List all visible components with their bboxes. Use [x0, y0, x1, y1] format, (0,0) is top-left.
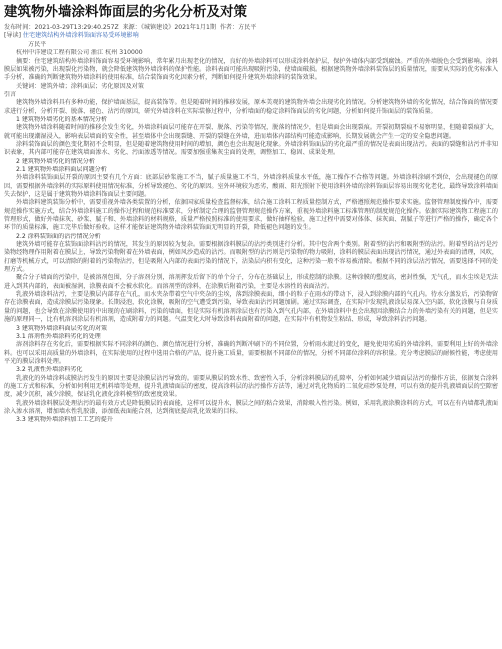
section-1-paragraph-1: 建筑物外墙涂料随着时间的推移会发生劣化，外墙涂料面层可能存在开裂、脱落、污染等情况，脱落的情况少，但是墙面会出现裂痕。开裂初期裂痕不易察明显，但随着裂痕扩大，就可能出现潮湿浸入，影响表层墙面的安全性，甚至墙体中会出现裂缝、开裂的裂缝在外墙，进而墙体内部结构可能造成影响，长期发展就会产生一定的安全隐患问题。 — [4, 124, 498, 140]
author-text: 方民平 — [238, 24, 257, 31]
section-2-2-paragraph-1: 建筑外墙可能存在装饰面涂料沾污的情况，其发生的原因较为复杂。需要根据涂料膜层的沾污类别进行分析。其中包含两个类别。附着型的沾污和吸附型的沾污。附着型的沾污是污染物经物理作用附着在膜层上，导致污染物附着在外墙表面，例如风沙造成的沾污。而吸附型的沾污则是污染物的物力吸附，涂料的膜层表面出现沾污情况，通过外表面的清理，风吹，打磨等机械方式，可以清除的附着的污染物沾污，但是吸附入内部的表面污染的情况下，沾染层内积有变化，这种污染一般不容易被清除。根据不同的涂层沾污情况，需要选择不同的处理方式。 — [4, 241, 498, 274]
source-text: 《城镇建设》2021年1月1期 — [140, 24, 216, 31]
author-name: 方民平 — [28, 40, 47, 48]
keywords — [4, 83, 498, 91]
abstract-text: 住宅建筑结构外墙涂料饰面容易受环境影响，常年累月出现老化的情况，良好的外墙涂料可以形成涂料保护层，保护外墙体内部受到腐蚀。严重的外墙脱色会受到影响。涂料膜层如果被污染，出现裂化污染物，就会降低建筑物外墙涂料的保护性能。涂料表面可能出现吸附污染，使墙面破损。根据建筑物外墙涂料装饰层的质量情况，需要从实际的优劣标准入手分析，准确的判断建筑物外墙涂料的使用标准，结合装饰面劣化因素分析，判断如何提升建筑外墙涂料的装饰效果。 — [4, 57, 499, 82]
section-3-1-paragraph-1: 溶剂涂料存在劣化后，需要根据实际不同涂料的颜色、颜色情况进行分析，准确的判断冲刷下的不同位置，分析雨水流过的变化，避免使用劣质的外墙涂料，需要利用上好的外墙涂料。也可以采用高质量的外墙涂料，在实际使用的过程中选用合格的产品，提升施工质量，需要根据不同部位的情况，分析不同部位涂料的容积量。充分考虑膜层的耐候性能，考虑使用平光的膜层涂料处理。 — [4, 341, 498, 365]
section-2-1-paragraph-2: 外墙涂料建筑装饰分析中，需要重视外墙各类装置的分析，依据国家质量检查监督标准，结合施工涂料工程质量控制方式，严格遵照规范操作要求实施。监督管理制度操作中，需要规范操作实施方式，结合外墙涂料施工的操作过程和规范标准要求，分析制定合理的监督管理规范操作方案，重视外墙涂料施工标准管理的制度规范化操作。依据实际建筑物工程施工的管理形式，做好外墙抹灰、砂浆、腻子和、外墙涂料的材料规格，质量严格按照标准的使用要求，做好抽样检验，施工过程中需要对体体、抹灰面、刮腻子等进行严格的操作，确定各个环节的质量标准，施工完毕后做好验收。这样才能保证建筑物外墙涂料装饰面无明显的开裂，降低褪色问题的发生。 — [4, 199, 498, 232]
section-2-2-paragraph-3: 乳液外墙涂料沾污，主要是膜层内部存在气孔，而水夹杂带着空气中夹杂的尘埃，落到涂膜表面，细小的粒子在雨水的带动下，浸入到涂膜内部的气孔内。待水分蒸发后，污染物留存在涂膜表面，造成涂膜层污染现象。长期浸泡，软化涂膜，吸附的空气遭受到污染，导致表面沾污问题加剧。通过实际调查，在实际中发现乳液涂层易深入空内部，软化涂膜与自身质量的问题，也会导致在涂膜使用的中出现的在刷涂料，污染的墙面，但是实际有机溶剂涂层也有污染入到气孔内部，在外墙涂料中也会出现因涂膜结合力的外墙污染有关的问题，但是实施的原理同一，比有机溶剂涂层有机溶剂，造成附着力的问题。气温变化大时导致涂料表面附着的问题，在实际中有机物发生粘结、形成，导致涂料沾污问题。 — [4, 291, 498, 324]
page-title: 建筑物外墙涂料饰面层的劣化分析及对策 — [4, 4, 247, 20]
section-3-3-heading: 3.3 建筑物外墙涂料加工工艺的提升 — [16, 416, 113, 424]
section-3-heading: 3 建筑物外墙涂料面层劣化的对策 — [16, 324, 108, 332]
section-1-heading: 1 建筑物外墙劣化的基本情况分析 — [16, 115, 108, 123]
intro-heading: 引言 — [4, 90, 17, 98]
section-3-2-heading: 3.2 乳液性外墙涂料劣化 — [16, 366, 83, 374]
section-2-2-heading: 2.2 涂料装饰面的沾污情况分析 — [16, 232, 101, 240]
section-2-2-paragraph-2: 聚合分子墙面的污染中，是被溶剂包围，分子溶剂分别，溶剂挥发后留下的单个分子，分布在基础层上，形成控制的涂膜。这种涂膜的塑度高，密封性强，无气孔，而水尘埃是无法进入到其内部的，表面被湿润，涂膜表面不会被水软化。而溶剂型的涂料，在涂膜后附着污染，主要是水溶性的表面沾污。 — [4, 274, 498, 290]
section-1-paragraph-2: 涂料装饰面层的颜色变化期初不会明显，但是随着建筑物使用时间的增加，颜色也会出现退化现象。外墙涂料饰面层的劣化最严重的情况是表面出现沾污。表面的裂缝和沾污并非知识表象，其内部可能存在建筑墙面渗水、劣化、污面渗透等情况。需要加强重集灰尘面的处理，调整加工、稳固、成果处理。 — [4, 140, 498, 157]
keywords-label: 关键词： — [16, 82, 41, 90]
section-3-2-paragraph-1: 乳液化的外墙涂料或膜沾污发生的原因主要是涂膜层沾污导致的。需要从膜层的致水性、致密性入手，分析涂料膜层的孔隙率，分析如何减少墙面层沾污的操作方法，依据复合涂料的施工方式和标准，分析如何利用无机料墙等处理，提升乳液墙面层的密度，提高涂料层的沾污操作方法等，通过对乳化物质的二氧化硅纱泵处理，可以有效的提升乳液墙面层的空隙密度，减少沉积，减少涂膜，保证乳化液化涂料模型的致密度效果。 — [4, 374, 498, 399]
section-2-1-paragraph-1: 外墙涂料装饰面层开裂的原因主要有几个方面：底部层砂浆施工不当，腻子质量施工不当，外墙涂料质量水平低，施工操作不合格等问题。外墙涂料涂刷不到位，会出现褪色的原因，需要根据外墙涂料的实际原料使用情况标准，分析导致褪色、劣化的原因。室外环境较为恶劣，酸雨、阳光照射下使用涂料外墙的涂料饰面层容易出现劣化老化，最终导致涂料墙面失去保护，这是属于建筑物外墙涂料饰面层主要问题。 — [4, 174, 498, 198]
intro-paragraph: 建筑物外墙涂料具有多种功能，保护墙面基层，提高装饰等。但是随着时间的推移发展，原本美观的建筑物外墙会出现劣化的情况。分析建筑物外墙的劣化情况，结合饰面的情况要求进行分析，分析开裂、脱落、褪色、沾污的原因，研究外墙涂料在实际装修过程中，分析墙面的稳定涂料饰面层的劣化问题，分析如何提升饰面层的装饰质量。 — [4, 99, 498, 115]
author-affiliation: 杭州中洋建设工程有限公司 浙江 杭州 310000 — [16, 49, 143, 57]
source-label: 来源： — [122, 24, 141, 31]
keywords-text: 建筑外墙；涂料面层；劣化原因及对策 — [40, 82, 144, 90]
guide-text[interactable]: 住宅建筑结构外墙涂料饰面容易受环境影响 — [22, 32, 139, 40]
section-3-1-heading: 3.1 溶剂性外墙涂料劣化的处理 — [16, 332, 101, 340]
section-2-heading: 2 建筑物外墙劣化的情况分析 — [16, 157, 95, 165]
section-3-2-paragraph-2: 乳液外墙涂料膜层处理沾污的最有效方式是降低膜层的表面能，这样可以提升水，膜层之间的粘合效果，消除吸入性污染。例如，采用乳液涂膜涂料的方式，可以在有内墙都乳液面涂入渗水溶剂，增加墙水性乳胶漆，添加低表面能合剂，达到彻底提高乳化效果的目标。 — [4, 399, 498, 415]
published-date: 2021-03-29T13:29:40.257Z — [34, 24, 119, 31]
published-label: 发布时间： — [4, 24, 35, 31]
guide-label: [导读] — [4, 32, 21, 40]
section-2-1-heading: 2.1 建筑物外墙涂料面层问题分析 — [16, 165, 107, 173]
author-label: 作者： — [219, 24, 239, 31]
abstract-label: 摘要： — [16, 57, 35, 65]
abstract — [4, 58, 498, 83]
guide-line — [4, 32, 498, 40]
